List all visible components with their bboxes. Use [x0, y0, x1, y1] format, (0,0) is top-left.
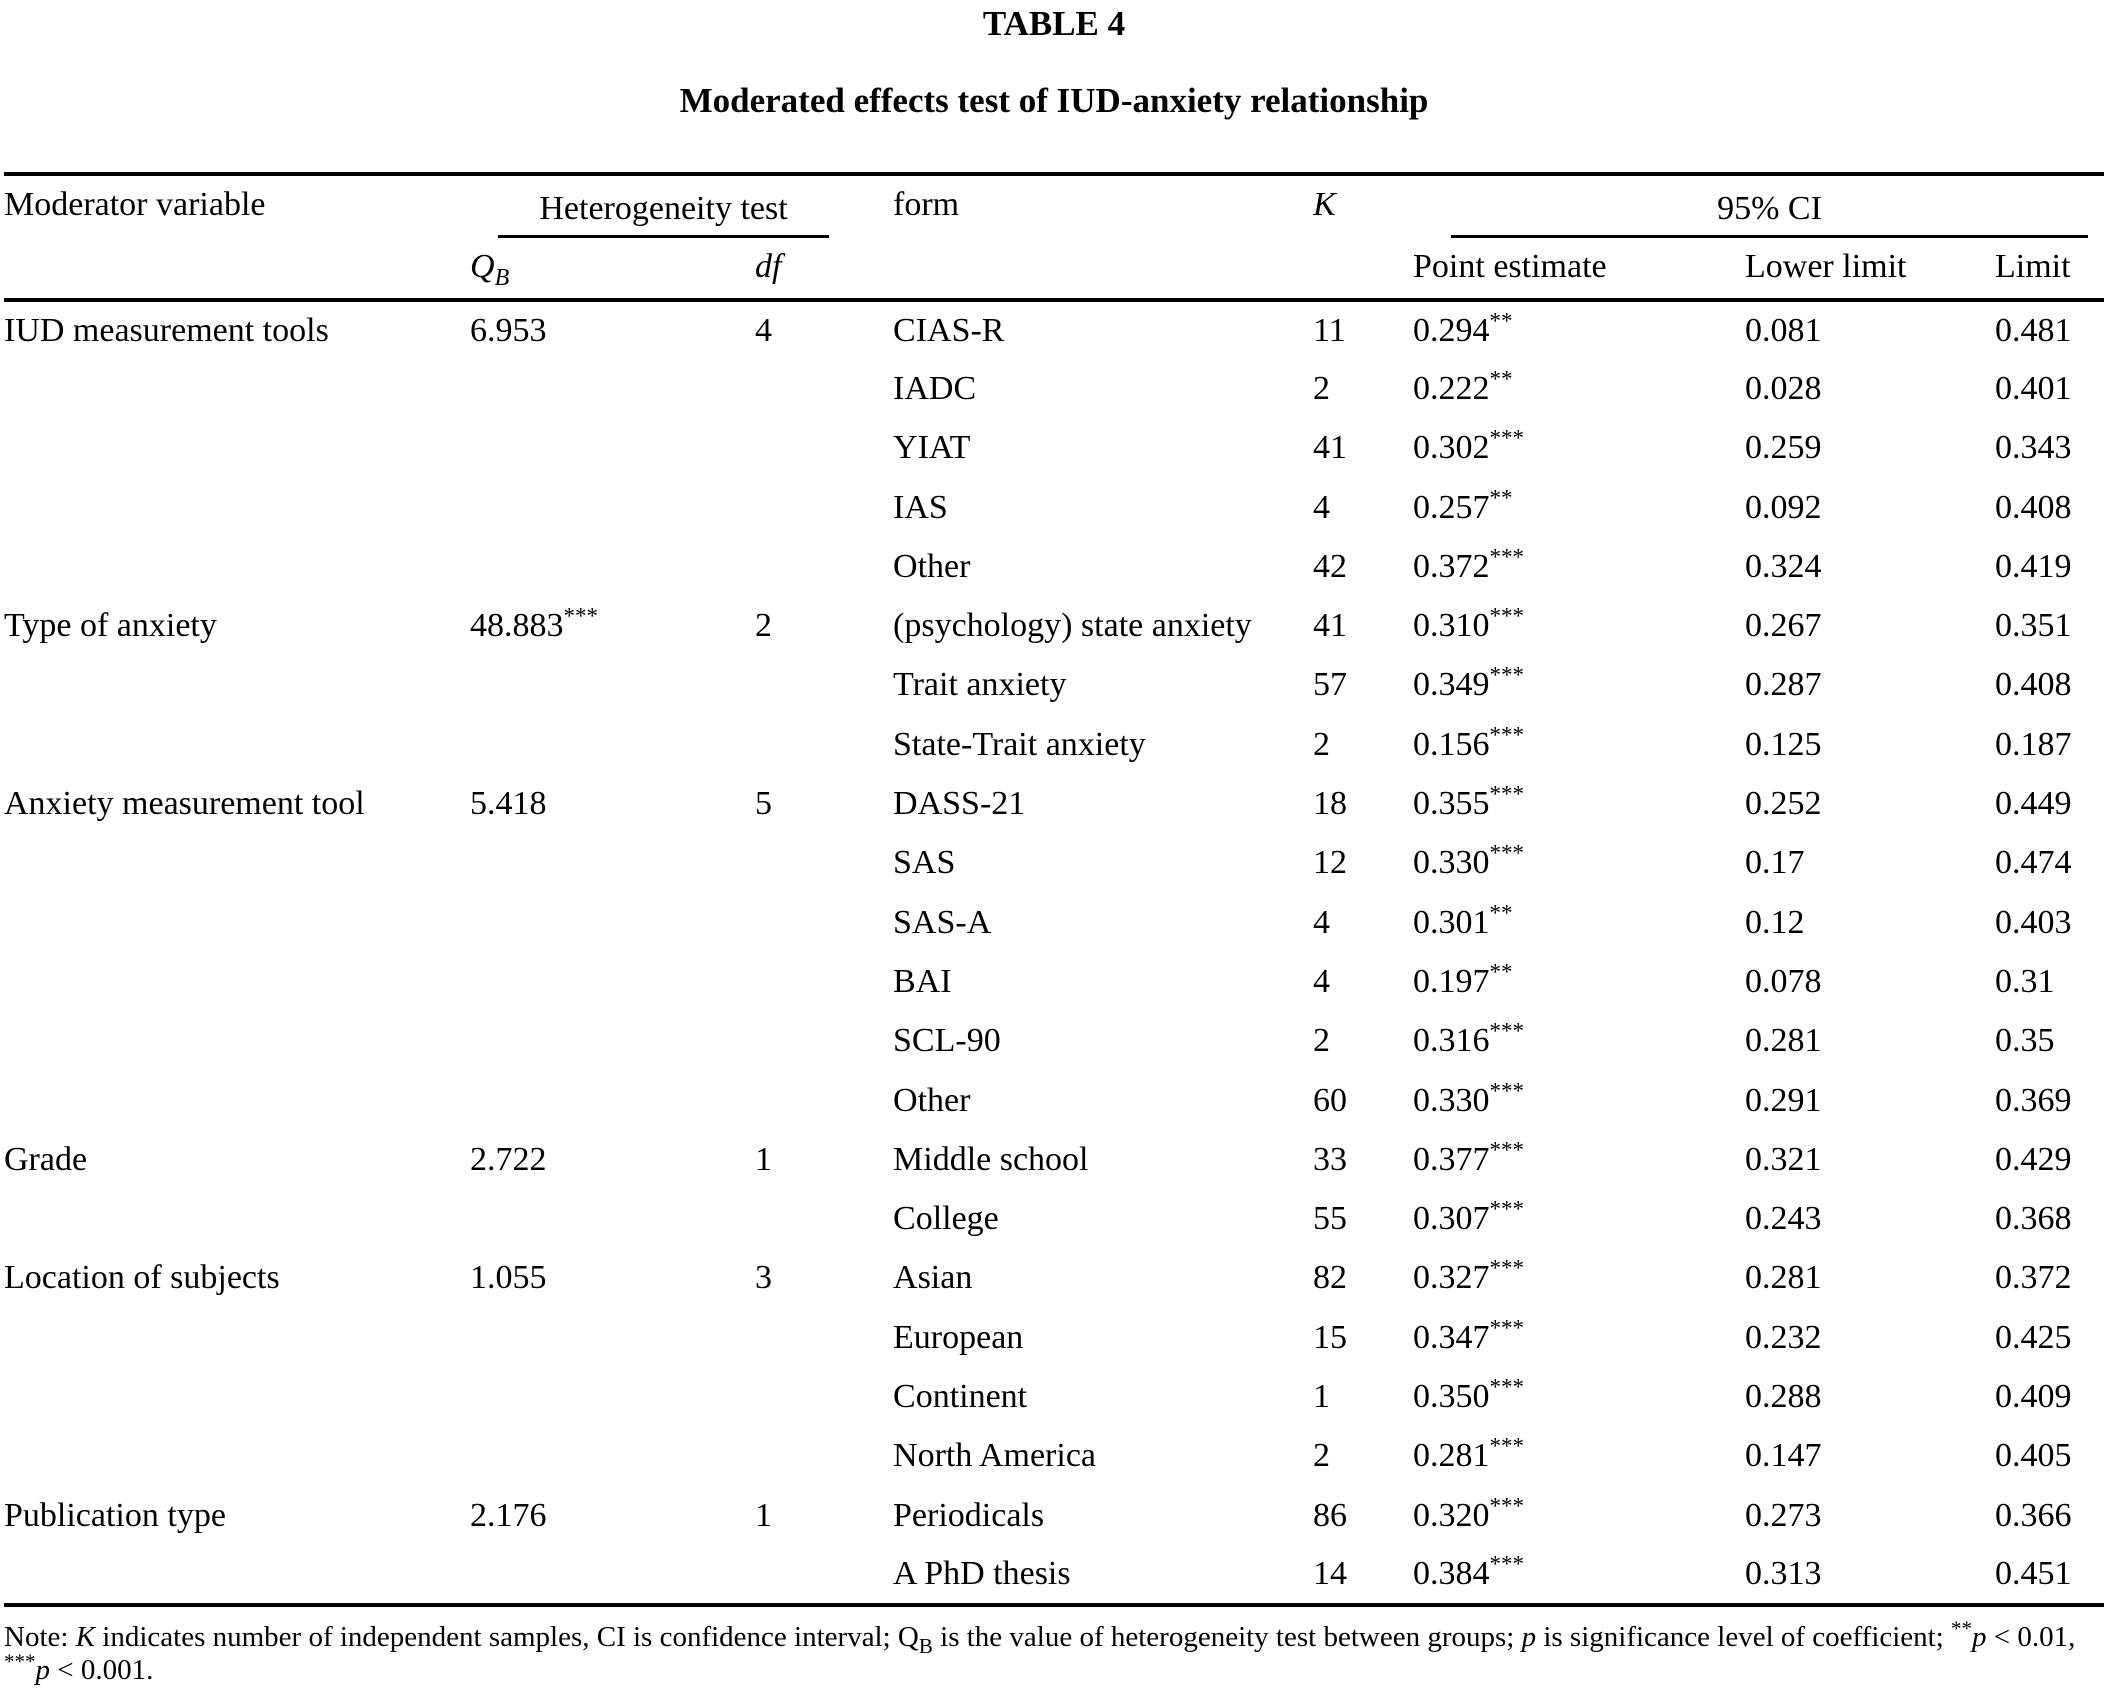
column-header-heterogeneity-test: [470, 174, 893, 238]
column-header-df: df: [755, 248, 782, 285]
table-row: [4, 1130, 2104, 1189]
lower-limit-cell: 0.17: [1745, 844, 1805, 882]
k-value-cell: 2: [1313, 1437, 1331, 1475]
lower-limit-cell: 0.081: [1745, 311, 1822, 349]
qb-symbol: Q: [470, 248, 495, 285]
column-header-95ci: [1413, 174, 2104, 238]
qb-value-cell: 5.418: [470, 785, 547, 823]
table-row: [4, 1545, 2104, 1604]
form-cell: (psychology) state anxiety: [893, 607, 1252, 645]
df-value-cell: [755, 537, 893, 596]
point-estimate-cell: 0.320***: [1413, 1493, 1525, 1534]
moderator-variable-cell: Anxiety measurement tool: [4, 785, 365, 823]
df-value-cell: [755, 478, 893, 537]
k-value-cell: 4: [1313, 962, 1331, 1000]
note-prefix: Note:: [4, 1620, 76, 1653]
note-text-3: is significance level of coefficient;: [1536, 1620, 1952, 1653]
form-cell: State-Trait anxiety: [893, 725, 1146, 763]
qb-value-cell: 48.883***: [470, 603, 598, 645]
k-value-cell: 41: [1313, 607, 1348, 645]
lower-limit-cell: 0.243: [1745, 1200, 1822, 1238]
df-value-cell: [755, 1071, 893, 1130]
form-cell: Trait anxiety: [893, 666, 1067, 704]
moderator-variable-cell: [4, 834, 470, 893]
point-estimate-cell: 0.281***: [1413, 1433, 1525, 1475]
moderator-variable-cell: Publication type: [4, 1496, 226, 1534]
form-cell: IADC: [893, 369, 977, 407]
point-estimate-cell: 0.307***: [1413, 1196, 1525, 1238]
moderator-variable-cell: Type of anxiety: [4, 607, 217, 645]
form-cell: SCL-90: [893, 1022, 1001, 1060]
moderator-variable-cell: [4, 1545, 470, 1604]
point-estimate-cell: 0.355***: [1413, 781, 1525, 823]
point-estimate-cell: 0.197**: [1413, 959, 1513, 1000]
table-row: [4, 774, 2104, 833]
form-cell: SAS: [893, 844, 956, 882]
moderator-variable-cell: [4, 715, 470, 774]
limit-cell: 0.35: [1995, 1022, 2055, 1060]
point-estimate-cell: 0.302***: [1413, 425, 1525, 467]
k-value-cell: 55: [1313, 1200, 1348, 1238]
table-caption: Moderated effects test of IUD-anxiety relationship: [679, 81, 1429, 120]
form-cell: Middle school: [893, 1140, 1089, 1178]
df-value-cell: 5: [755, 785, 772, 823]
column-header-limit: Limit: [1995, 248, 2071, 285]
k-value-cell: 57: [1313, 666, 1348, 704]
lower-limit-cell: 0.291: [1745, 1081, 1822, 1119]
limit-cell: 0.409: [1995, 1377, 2072, 1415]
moderator-variable-cell: [4, 1071, 470, 1130]
form-cell: IAS: [893, 488, 948, 526]
table-row: [4, 1071, 2104, 1130]
limit-cell: 0.401: [1995, 369, 2072, 407]
form-cell: YIAT: [893, 429, 971, 467]
note-p-symbol: p: [1521, 1620, 1537, 1653]
qb-value-cell: [470, 893, 755, 952]
limit-cell: 0.351: [1995, 607, 2072, 645]
table-row: [4, 1367, 2104, 1426]
note-k-symbol: K: [75, 1620, 96, 1653]
df-value-cell: [755, 1545, 893, 1604]
point-estimate-cell: 0.310***: [1413, 603, 1525, 645]
lower-limit-cell: 0.147: [1745, 1437, 1822, 1475]
form-cell: College: [893, 1200, 999, 1238]
df-value-cell: [755, 1427, 893, 1486]
ci-underline: [1451, 235, 2088, 238]
limit-cell: 0.366: [1995, 1496, 2072, 1534]
column-header-k: K: [1313, 186, 1336, 223]
moderator-variable-cell: [4, 1367, 470, 1426]
form-cell: Asian: [893, 1259, 973, 1297]
column-header-point-estimate: Point estimate: [1413, 248, 1607, 285]
qb-value-cell: [470, 1545, 755, 1604]
df-value-cell: 1: [755, 1496, 772, 1534]
header-row-1: [4, 174, 2104, 238]
limit-cell: 0.408: [1995, 666, 2072, 704]
k-value-cell: 42: [1313, 547, 1348, 585]
point-estimate-cell: 0.377***: [1413, 1137, 1525, 1178]
table-row: [4, 893, 2104, 952]
moderator-variable-cell: [4, 478, 470, 537]
point-estimate-cell: 0.316***: [1413, 1018, 1525, 1060]
lower-limit-cell: 0.288: [1745, 1377, 1822, 1415]
point-estimate-cell: 0.350***: [1413, 1374, 1525, 1415]
column-header-moderator-variable: Moderator variable: [4, 186, 266, 223]
note-qb-subscript: B: [918, 1633, 933, 1658]
qb-value-cell: 2.722: [470, 1140, 547, 1178]
note-text-4: < 0.01,: [1986, 1620, 2076, 1653]
limit-cell: 0.187: [1995, 725, 2072, 763]
df-value-cell: [755, 715, 893, 774]
limit-cell: 0.419: [1995, 547, 2072, 585]
moderator-variable-cell: [4, 656, 470, 715]
form-cell: CIAS-R: [893, 311, 1005, 349]
k-value-cell: 18: [1313, 785, 1348, 823]
qb-value-cell: [470, 715, 755, 774]
point-estimate-cell: 0.294**: [1413, 308, 1513, 349]
note-text-5: < 0.001.: [50, 1653, 154, 1686]
lower-limit-cell: 0.252: [1745, 785, 1822, 823]
ci-label: 95% CI: [1717, 190, 1822, 227]
df-value-cell: [755, 1189, 893, 1248]
table-number-title: TABLE 4: [982, 4, 1126, 43]
k-value-cell: 15: [1313, 1318, 1348, 1356]
point-estimate-cell: 0.384***: [1413, 1551, 1525, 1592]
lower-limit-cell: 0.287: [1745, 666, 1822, 704]
lower-limit-cell: 0.259: [1745, 429, 1822, 467]
df-value-cell: [755, 419, 893, 478]
qb-value-cell: [470, 1427, 755, 1486]
table-row: [4, 952, 2104, 1011]
k-value-cell: 60: [1313, 1081, 1348, 1119]
table-row: [4, 1189, 2104, 1248]
table-row: [4, 359, 2104, 418]
qb-subscript: B: [494, 264, 510, 291]
table-row: [4, 596, 2104, 655]
df-value-cell: [755, 1367, 893, 1426]
table-row: [4, 1249, 2104, 1308]
table-row: [4, 1427, 2104, 1486]
point-estimate-cell: 0.327***: [1413, 1256, 1525, 1297]
note-triple-stars: ***: [4, 1648, 36, 1673]
table-row: [4, 1486, 2104, 1545]
lower-limit-cell: 0.125: [1745, 725, 1822, 763]
point-estimate-cell: 0.301**: [1413, 900, 1513, 941]
moderator-variable-cell: [4, 952, 470, 1011]
table-body: [4, 300, 2104, 1605]
moderator-variable-cell: Location of subjects: [4, 1259, 280, 1297]
df-value-cell: [755, 359, 893, 418]
limit-cell: 0.403: [1995, 903, 2072, 941]
qb-value-cell: [470, 834, 755, 893]
lower-limit-cell: 0.281: [1745, 1022, 1822, 1060]
lower-limit-cell: 0.092: [1745, 488, 1822, 526]
limit-cell: 0.429: [1995, 1140, 2072, 1178]
limit-cell: 0.425: [1995, 1318, 2072, 1356]
lower-limit-cell: 0.324: [1745, 547, 1822, 585]
k-value-cell: 14: [1313, 1554, 1348, 1592]
df-value-cell: [755, 656, 893, 715]
qb-value-cell: [470, 952, 755, 1011]
form-cell: Continent: [893, 1377, 1028, 1415]
form-cell: SAS-A: [893, 903, 992, 941]
qb-value-cell: [470, 1012, 755, 1071]
k-value-cell: 4: [1313, 903, 1331, 941]
table-row: [4, 715, 2104, 774]
point-estimate-cell: 0.257**: [1413, 485, 1513, 526]
table-row: [4, 834, 2104, 893]
limit-cell: 0.372: [1995, 1259, 2072, 1297]
moderator-variable-cell: [4, 1308, 470, 1367]
k-value-cell: 82: [1313, 1259, 1348, 1297]
df-value-cell: [755, 952, 893, 1011]
table-row: [4, 478, 2104, 537]
df-value-cell: 2: [755, 607, 772, 645]
lower-limit-cell: 0.273: [1745, 1496, 1822, 1534]
moderator-variable-cell: [4, 419, 470, 478]
df-value-cell: 1: [755, 1140, 772, 1178]
table-note: [4, 1615, 2104, 1687]
point-estimate-cell: 0.156***: [1413, 722, 1525, 763]
k-value-cell: 11: [1313, 311, 1346, 349]
column-header-qb: [470, 238, 755, 300]
table-row: [4, 1012, 2104, 1071]
column-header-form: form: [893, 186, 960, 223]
moderator-variable-cell: [4, 893, 470, 952]
note-p-symbol-3: p: [35, 1653, 50, 1686]
limit-cell: 0.474: [1995, 844, 2072, 882]
qb-value-cell: [470, 359, 755, 418]
moderator-variable-cell: [4, 1189, 470, 1248]
limit-cell: 0.31: [1995, 962, 2055, 1000]
note-double-stars: **: [1951, 1615, 1973, 1640]
heterogeneity-underline: [498, 235, 829, 238]
note-p-symbol-2: p: [1972, 1620, 1987, 1653]
form-cell: European: [893, 1318, 1024, 1356]
table-row: [4, 300, 2104, 359]
qb-value-cell: [470, 1308, 755, 1367]
qb-value-cell: 1.055: [470, 1259, 547, 1297]
form-cell: Periodicals: [893, 1496, 1045, 1534]
qb-value-cell: [470, 1189, 755, 1248]
k-value-cell: 4: [1313, 488, 1331, 526]
form-cell: Other: [893, 1081, 971, 1119]
moderator-variable-cell: [4, 537, 470, 596]
qb-value-cell: [470, 537, 755, 596]
limit-cell: 0.343: [1995, 429, 2072, 467]
k-value-cell: 41: [1313, 429, 1348, 467]
limit-cell: 0.481: [1995, 311, 2072, 349]
moderator-variable-cell: [4, 1427, 470, 1486]
qb-value-cell: [470, 419, 755, 478]
limit-cell: 0.368: [1995, 1200, 2072, 1238]
qb-value-cell: [470, 1071, 755, 1130]
k-value-cell: 86: [1313, 1496, 1348, 1534]
limit-cell: 0.408: [1995, 488, 2072, 526]
point-estimate-cell: 0.222**: [1413, 366, 1513, 407]
point-estimate-cell: 0.347***: [1413, 1315, 1525, 1356]
limit-cell: 0.405: [1995, 1437, 2072, 1475]
table-row: [4, 537, 2104, 596]
df-value-cell: 4: [755, 311, 772, 349]
qb-value-cell: [470, 656, 755, 715]
k-value-cell: 12: [1313, 844, 1348, 882]
form-cell: North America: [893, 1437, 1097, 1475]
table-row: [4, 419, 2104, 478]
point-estimate-cell: 0.330***: [1413, 840, 1525, 882]
lower-limit-cell: 0.028: [1745, 369, 1822, 407]
k-value-cell: 2: [1313, 369, 1331, 407]
lower-limit-cell: 0.281: [1745, 1259, 1822, 1297]
k-value-cell: 2: [1313, 725, 1331, 763]
df-value-cell: [755, 1308, 893, 1367]
lower-limit-cell: 0.078: [1745, 962, 1822, 1000]
qb-value-cell: [470, 1367, 755, 1426]
moderated-effects-table: [4, 172, 2104, 1607]
lower-limit-cell: 0.313: [1745, 1554, 1822, 1592]
df-value-cell: [755, 893, 893, 952]
lower-limit-cell: 0.232: [1745, 1318, 1822, 1356]
point-estimate-cell: 0.349***: [1413, 663, 1525, 704]
k-value-cell: 1: [1313, 1377, 1331, 1415]
moderator-variable-cell: IUD measurement tools: [4, 311, 329, 349]
k-value-cell: 33: [1313, 1140, 1348, 1178]
df-value-cell: [755, 834, 893, 893]
df-value-cell: 3: [755, 1259, 772, 1297]
qb-value-cell: 6.953: [470, 311, 547, 349]
form-cell: DASS-21: [893, 785, 1026, 823]
heterogeneity-test-label: Heterogeneity test: [539, 190, 788, 227]
form-cell: Other: [893, 547, 971, 585]
form-cell: BAI: [893, 962, 952, 1000]
point-estimate-cell: 0.330***: [1413, 1078, 1525, 1119]
qb-value-cell: 2.176: [470, 1496, 547, 1534]
moderator-variable-cell: Grade: [4, 1140, 88, 1178]
df-value-cell: [755, 1012, 893, 1071]
limit-cell: 0.451: [1995, 1554, 2072, 1592]
note-text-1: indicates number of independent samples, CI is confidence interval; Q: [95, 1620, 919, 1653]
qb-value-cell: [470, 478, 755, 537]
lower-limit-cell: 0.267: [1745, 607, 1822, 645]
table-row: [4, 1308, 2104, 1367]
lower-limit-cell: 0.321: [1745, 1140, 1822, 1178]
point-estimate-cell: 0.372***: [1413, 544, 1525, 585]
moderator-variable-cell: [4, 1012, 470, 1071]
limit-cell: 0.449: [1995, 785, 2072, 823]
lower-limit-cell: 0.12: [1745, 903, 1805, 941]
form-cell: A PhD thesis: [893, 1554, 1071, 1592]
limit-cell: 0.369: [1995, 1081, 2072, 1119]
column-header-lower-limit: Lower limit: [1745, 248, 1907, 285]
k-value-cell: 2: [1313, 1022, 1331, 1060]
moderator-variable-cell: [4, 359, 470, 418]
table-row: [4, 656, 2104, 715]
note-text-2: is the value of heterogeneity test between groups;: [932, 1620, 1522, 1653]
